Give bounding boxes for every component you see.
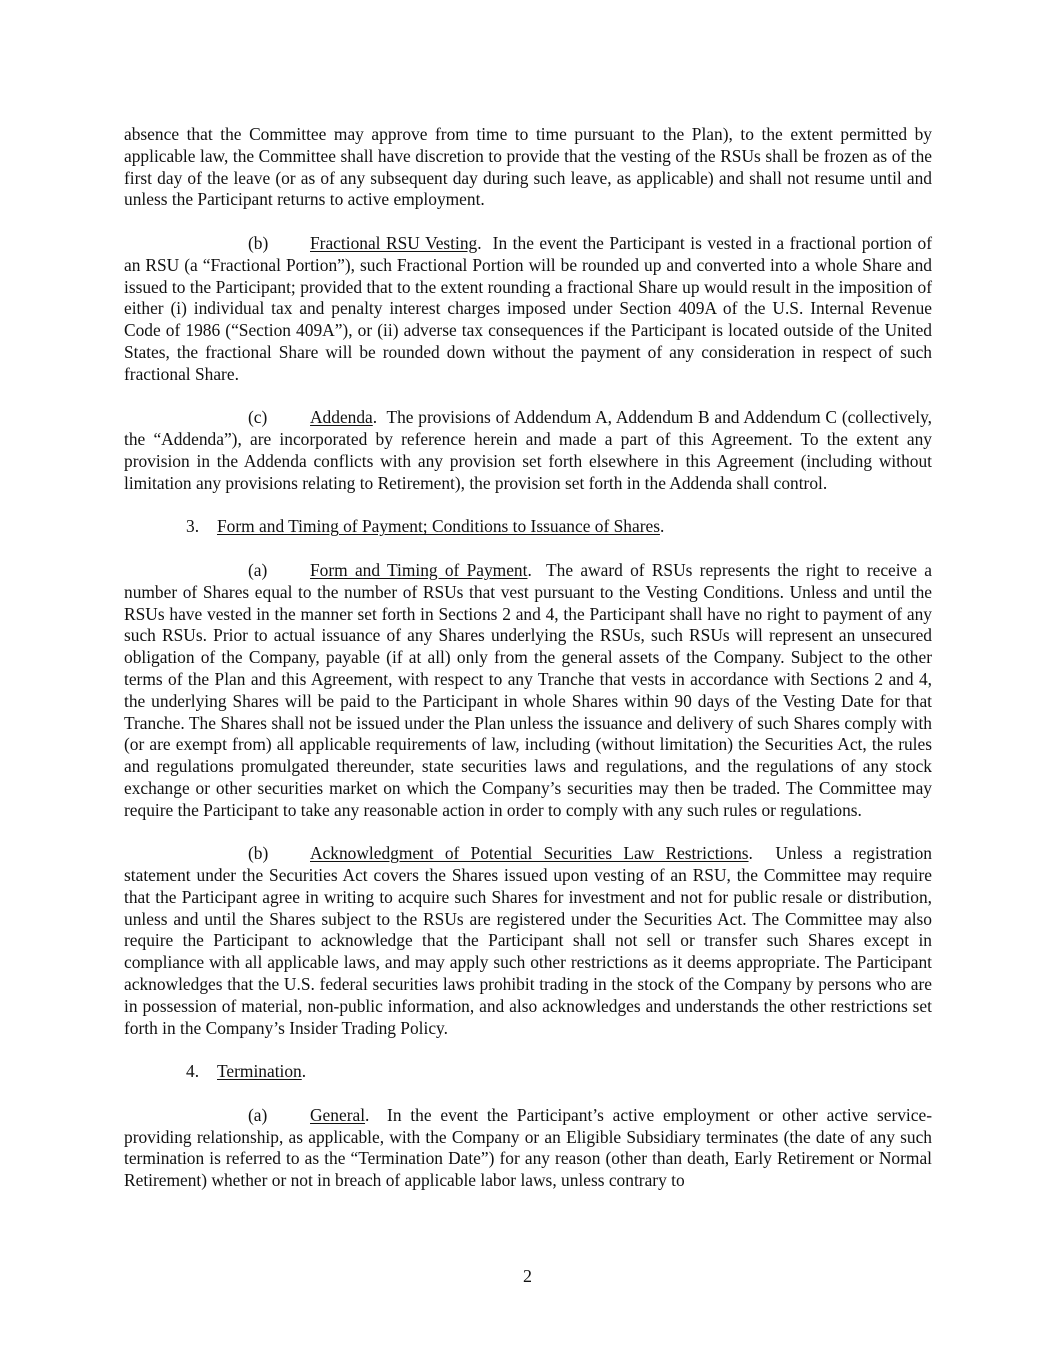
section-2c-text: The provisions of Addendum A, Addendum B and Addendum C (collectively, the “Addenda”), are incorporated by reference herein and made a part of this Agreement. To the extent any provision in the Addenda conflicts with any provision set forth elsewhere in this Agreement (including without limitation any provisions relating to Retirement), the provision set forth in the Addenda shall control. (124, 407, 932, 493)
section-3a-heading: Form and Timing of Payment (310, 559, 528, 580)
section-3-heading-line: 3. Form and Timing of Payment; Conditions to Issuance of Shares. (186, 516, 665, 537)
section-4-heading-line: 4. Termination. (186, 1061, 307, 1082)
section-2b-heading: Fractional RSU Vesting (310, 232, 478, 253)
section-4a-paragraph: (a) General. In the event the Participant’s active employment or other active service-providing relationship, as applicable, with the Company or an Eligible Subsidiary terminates (the date of any such termination is referred to as the “Termination Date”) for any reason (other than death, Early Retirement or Normal Retirement) whether or not in breach of applicable labor laws, unless contrary to (124, 1104, 932, 1191)
page-number: 2 (523, 1266, 532, 1286)
section-3-number: 3. (186, 516, 200, 537)
section-2b-text: In the event the Participant is vested in a fractional portion of an RSU (a “Fractional Portion”), such Fractional Portion will be rounded up and converted into a whole Share and issued to the Participant; provided that to the extent rounding a fractional Share up would result in the imposition of either (i) individual tax and penalty interest charges imposed under Section 409A of the U.S. Internal Revenue Code of 1986 (“Section 409A”), or (ii) adverse tax consequences if the Participant is located outside of the United States, the fractional Share will be rounded down without the payment of any consideration in respect of such fractional Share. (124, 232, 933, 384)
section-4a-heading: General (310, 1104, 366, 1125)
section-2c-paragraph: (c) Addenda. The provisions of Addendum A, Addendum B and Addendum C (collectively, the “Addenda”), are incorporated by reference herein and made a part of this Agreement. To the extent any provision in the Addenda conflicts with any provision set forth elsewhere in this Agreement (including without limitation any provisions relating to Retirement), the provision set forth in the Addenda shall control. (124, 407, 932, 493)
section-4a-label: (a) (248, 1104, 268, 1125)
section-3a-paragraph: (a) Form and Timing of Payment. The award of RSUs represents the right to receive a number of Shares equal to the number of RSUs that vest pursuant to the Vesting Conditions. Unless and until the RSUs have vested in the manner set forth in Sections 2 and 4, the Participant shall have no right to payment of any such RSUs. Prior to actual issuance of any Shares underlying the RSUs, such RSUs will represent an unsecured obligation of the Company, payable (if at all) only from the general assets of the Company. Subject to the other terms of the Plan and this Agreement, with respect to any Tranche that vests in accordance with Sections 2 and 4, the underlying Shares will be paid to the Participant in whole Shares within 90 days of the Vesting Date for that Tranche. The Shares shall not be issued under the Plan unless the issuance and delivery of such Shares comply with (or are exempt from) all applicable requirements of law, including (without limitation) the Securities Act, the rules and regulations promulgated thereunder, state securities laws and regulations, and the regulations of any stock exchange or other securities market on which the Company’s securities may then be traded. The Committee may require the Participant to take any reasonable action in order to comply with any such rules or regulations. (124, 559, 933, 820)
section-3a-label: (a) (248, 559, 268, 580)
document-page (124, 124, 932, 1214)
section-4-number: 4. (186, 1061, 200, 1082)
section-2b-label: (b) (248, 232, 269, 253)
section-3b-text: Unless a registration statement under the Securities Act covers the Shares issued upon vesting of an RSU, the Committee may require that the Participant agree in writing to acquire such Shares for investment and not for public resale or distribution, unless and until the Shares subject to the RSUs are registered under the Securities Act. The Committee may also require the Participant to acknowledge that the Participant shall not sell or transfer such Shares except in compliance with all applicable laws, and may apply such other restrictions as it deems appropriate. The Participant acknowledges that the U.S. federal securities laws prohibit trading in the stock of the Company by persons who are in possession of material, non-public information, and also acknowledges and understands the other restrictions set forth in the Company’s Insider Trading Policy. (124, 843, 932, 1038)
section-4-heading: Termination (217, 1061, 302, 1082)
section-3b-paragraph: (b) Acknowledgment of Potential Securities Law Restrictions. Unless a registration statement under the Securities Act covers the Shares issued upon vesting of an RSU, the Committee may require that the Participant agree in writing to acquire such Shares for investment and not for public resale or distribution, unless and until the Shares subject to the RSUs are registered under the Securities Act. The Committee may also require the Participant to acknowledge that the Participant shall not sell or transfer such Shares except in compliance with all applicable laws, and may apply such other restrictions as it deems appropriate. The Participant acknowledges that the U.S. federal securities laws prohibit trading in the stock of the Company by persons who are in possession of material, non-public information, and also acknowledges and understands the other restrictions set forth in the Company’s Insider Trading Policy. (124, 843, 932, 1038)
section-2c-label: (c) (248, 407, 268, 428)
section-3a-text: The award of RSUs represents the right to receive a number of Shares equal to the number of RSUs that vest pursuant to the Vesting Conditions. Unless and until the RSUs have vested in the manner set forth in Sections 2 and 4, the Participant shall have no right to payment of any such RSUs. Prior to actual issuance of any Shares underlying the RSUs, such RSUs will represent an unsecured obligation of the Company, payable (if at all) only from the general assets of the Company. Subject to the other terms of the Plan and this Agreement, with respect to any Tranche that vests in accordance with Sections 2 and 4, the underlying Shares will be paid to the Participant in whole Shares within 90 days of the Vesting Date for that Tranche. The Shares shall not be issued under the Plan unless the issuance and delivery of such Shares comply with (or are exempt from) all applicable requirements of law, including (without limitation) the Securities Act, the rules and regulations promulgated thereunder, state securities laws and regulations, and the regulations of any stock exchange or other securities market on which the Company’s securities may then be traded. The Committee may require the Participant to take any reasonable action in order to comply with any such rules or regulations. (124, 559, 933, 820)
section-3-heading: Form and Timing of Payment; Conditions to Issuance of Shares (217, 516, 660, 537)
section-2c-heading: Addenda (310, 407, 373, 428)
section-3b-heading: Acknowledgment of Potential Securities Law Restrictions (310, 843, 749, 864)
section-2b-paragraph: (b) Fractional RSU Vesting. In the event the Participant is vested in a fractional portion of an RSU (a “Fractional Portion”), such Fractional Portion will be rounded up and converted into a whole Share and issued to the Participant; provided that to the extent rounding a fractional Share up would result in the imposition of either (i) individual tax and penalty interest charges imposed under Section 409A of the U.S. Internal Revenue Code of 1986 (“Section 409A”), or (ii) adverse tax consequences if the Participant is located outside of the United States, the fractional Share will be rounded down without the payment of any consideration in respect of such fractional Share. (124, 232, 933, 384)
section-4a-text: In the event the Participant’s active employment or other active service-providing relationship, as applicable, with the Company or an Eligible Subsidiary terminates (the date of any such termination is referred to as the “Termination Date”) for any reason (other than death, Early Retirement or Normal Retirement) whether or not in breach of applicable labor laws, unless contrary to (124, 1104, 932, 1191)
paragraph-continuation: absence that the Committee may approve from time to time pursuant to the Plan), to the extent permitted by applicable law, the Committee shall have discretion to provide that the vesting of the RSUs shall be frozen as of the first day of the leave (or as of any subsequent day during such leave, as applicable) and shall not resume until and unless the Participant returns to active employment. (124, 124, 932, 210)
section-3b-label: (b) (248, 843, 269, 864)
